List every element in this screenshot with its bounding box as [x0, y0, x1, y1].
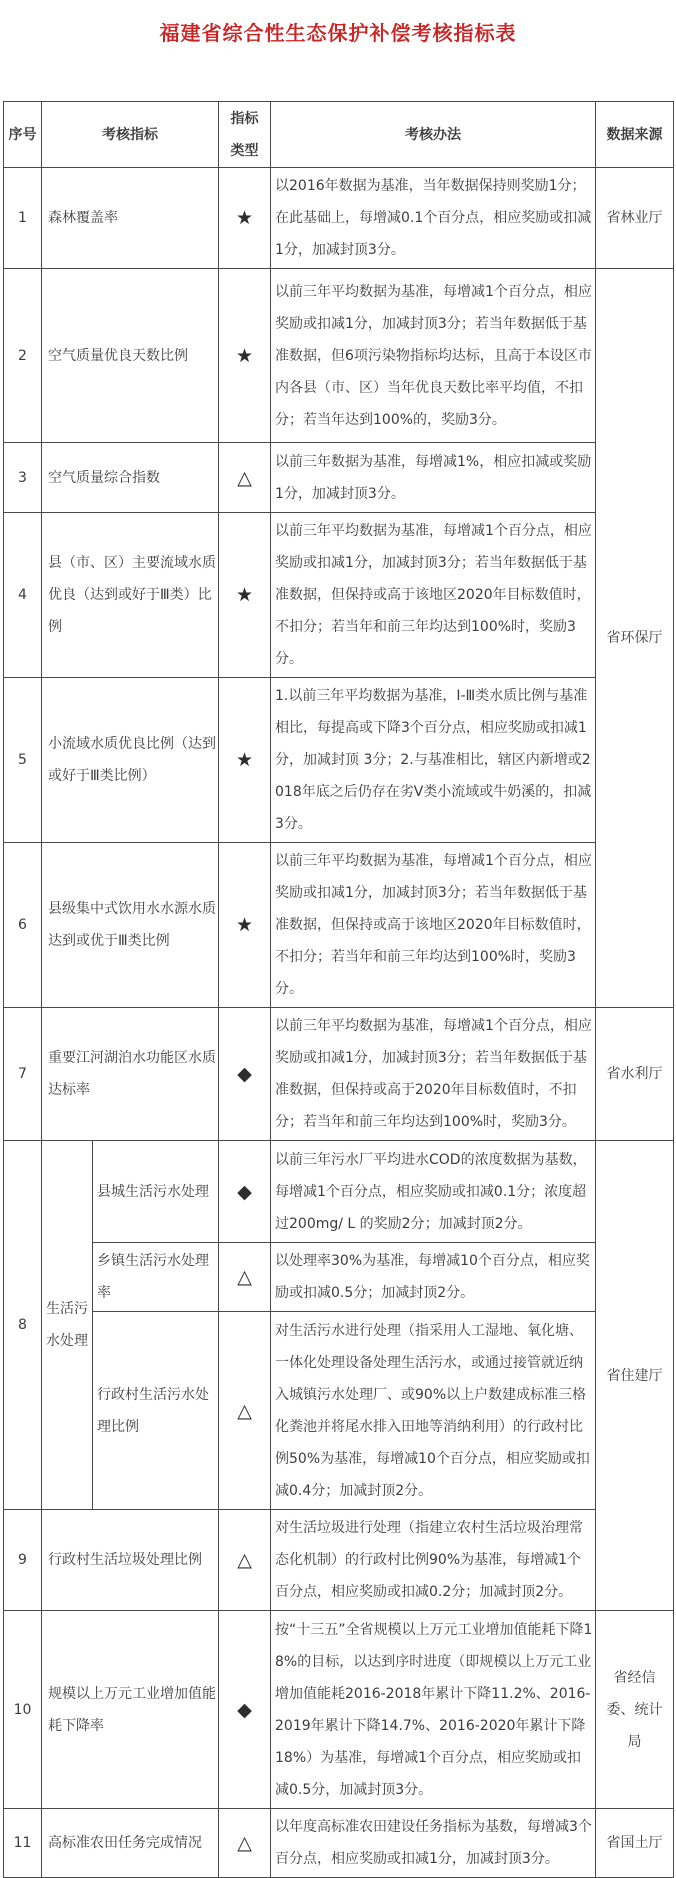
type-cell — [219, 1243, 271, 1312]
diamond-icon: ◆ — [237, 1698, 252, 1721]
table-row — [4, 1611, 674, 1809]
table-row — [4, 1243, 674, 1312]
type-cell — [219, 1809, 271, 1878]
method-cell: 以前三年平均数据为基准，每增减1个百分点，相应奖励或扣减1分，加减封顶3分；若当年数据低于基准数据，但保持或高于该地区2020年目标数值时，不扣分；若当年和前三年均达到100%时，奖励3分。 — [271, 843, 596, 1008]
row-index: 2 — [4, 269, 42, 443]
table-row — [4, 1510, 674, 1611]
table-row — [4, 1008, 674, 1141]
row-index: 5 — [4, 678, 42, 843]
triangle-icon: △ — [237, 1399, 252, 1422]
type-cell — [219, 1141, 271, 1243]
indicator-group-cell: 生活污水处理 — [42, 1141, 93, 1510]
indicator-cell: 行政村生活垃圾处理比例 — [42, 1510, 219, 1611]
header-type-label: 指标类型 — [230, 110, 259, 159]
table-row — [4, 843, 674, 1008]
triangle-icon: △ — [237, 466, 252, 489]
method-cell: 对生活污水进行处理（指采用人工湿地、氧化塘、一体化处理设备处理生活污水，或通过接管就近纳入城镇污水处理厂、或90%以上户数建成标准三格化粪池并将尾水排入田地等消纳利用）的行政村比例50%为基准，每增减10个百分点，相应奖励或扣减0.4分；加减封顶2分。 — [271, 1312, 596, 1510]
type-cell — [219, 678, 271, 843]
row-index: 3 — [4, 443, 42, 513]
sub-indicator-cell: 县城生活污水处理 — [93, 1141, 219, 1243]
star-icon: ★ — [235, 914, 254, 936]
method-cell: 1.以前三年平均数据为基准，I-Ⅲ类水质比例与基准相比，每提高或下降3个百分点，相应奖励或扣减1分，加减封顶 3分；2.与基准相比，辖区内新增或2018年底之后仍存在劣V类小流域或牛奶溪的，扣减3分。 — [271, 678, 596, 843]
star-icon: ★ — [235, 344, 254, 367]
row-index: 4 — [4, 513, 42, 678]
source-cell: 省水利厅 — [596, 1008, 674, 1141]
star-icon: ★ — [235, 207, 254, 229]
sub-indicator-cell: 行政村生活污水处理比例 — [93, 1312, 219, 1510]
method-cell: 以处理率30%为基准，每增减10个百分点，相应奖励或扣减0.5分；加减封顶2分。 — [271, 1243, 596, 1312]
indicator-cell: 森林覆盖率 — [42, 168, 219, 269]
type-cell — [219, 1510, 271, 1611]
method-cell: 以前三年平均数据为基准，每增减1个百分点，相应奖励或扣减1分，加减封顶3分；若当年数据低于基准数据，但保持或高于2020年目标数值时，不扣分；若当年和前三年均达到100%时，奖励3分。 — [271, 1008, 596, 1141]
header-indicator: 考核指标 — [42, 102, 219, 168]
triangle-icon: △ — [237, 1266, 252, 1288]
star-icon: ★ — [235, 584, 254, 606]
page-title — [0, 20, 676, 101]
type-cell — [219, 269, 271, 443]
type-cell — [219, 513, 271, 678]
method-cell: 以前三年平均数据为基准，每增减1个百分点，相应奖励或扣减1分，加减封顶3分；若当年数据低于基准数据，但6项污染物指标均达标，且高于本设区市内各县（市、区）当年优良天数比率平均值，不扣分；若当年达到100%的，奖励3分。 — [271, 269, 596, 443]
header-row — [4, 102, 674, 168]
table-row — [4, 1809, 674, 1878]
method-cell: 对生活垃圾进行处理（指建立农村生活垃圾治理常态化机制）的行政村比例90%为基准，每增减1个百分点，相应奖励或扣减0.2分；加减封顶2分。 — [271, 1510, 596, 1611]
row-index: 9 — [4, 1510, 42, 1611]
sub-indicator-cell: 乡镇生活污水处理率 — [93, 1243, 219, 1312]
table-row — [4, 269, 674, 443]
source-cell: 省环保厅 — [596, 269, 674, 1008]
header-index: 序号 — [4, 102, 42, 168]
assessment-indicator-table — [3, 101, 674, 1878]
table-row — [4, 168, 674, 269]
type-cell — [219, 168, 271, 269]
type-cell — [219, 1611, 271, 1809]
table-row — [4, 1312, 674, 1510]
source-cell: 省住建厅 — [596, 1141, 674, 1611]
table-row — [4, 443, 674, 513]
method-cell: 按“十三五”全省规模以上万元工业增加值能耗下降18%的目标，以达到序时进度（即规模以上万元工业增加值能耗2016-2018年累计下降11.2%、2016-2019年累计下降14.7%、2016-2020年累计下降18%）为基准，每增减1个百分点，相应奖励或扣减0.5分，加减封顶3分。 — [271, 1611, 596, 1809]
row-index: 7 — [4, 1008, 42, 1141]
header-method: 考核办法 — [271, 102, 596, 168]
method-cell: 以2016年数据为基准，当年数据保持则奖励1分；在此基础上，每增减0.1个百分点，相应奖励或扣减1分，加减封顶3分。 — [271, 168, 596, 269]
method-cell: 以前三年平均数据为基准，每增减1个百分点，相应奖励或扣减1分，加减封顶3分；若当年数据低于基准数据，但保持或高于该地区2020年目标数值时，不扣分；若当年和前三年均达到100%时，奖励3分。 — [271, 513, 596, 678]
source-cell: 省国土厅 — [596, 1809, 674, 1878]
row-index: 6 — [4, 843, 42, 1008]
triangle-icon: △ — [237, 1549, 252, 1571]
row-index: 8 — [4, 1141, 42, 1510]
indicator-cell: 空气质量综合指数 — [42, 443, 219, 513]
diamond-icon: ◆ — [237, 1180, 252, 1203]
page-title-text: 福建省综合性生态保护补偿考核指标表 — [159, 21, 517, 45]
type-cell — [219, 1312, 271, 1510]
indicator-cell: 高标准农田任务完成情况 — [42, 1809, 219, 1878]
header-type — [219, 102, 271, 168]
star-icon: ★ — [235, 749, 254, 771]
table-row — [4, 678, 674, 843]
table-row — [4, 513, 674, 678]
row-index: 10 — [4, 1611, 42, 1809]
diamond-icon: ◆ — [237, 1063, 252, 1085]
indicator-cell: 重要江河湖泊水功能区水质达标率 — [42, 1008, 219, 1141]
row-index: 1 — [4, 168, 42, 269]
method-cell: 以前三年污水厂平均进水COD的浓度数据为基数，每增减1个百分点，相应奖励或扣减0.1分；浓度超过200mg/ L 的奖励2分；加减封顶2分。 — [271, 1141, 596, 1243]
indicator-cell: 规模以上万元工业增加值能耗下降率 — [42, 1611, 219, 1809]
type-cell — [219, 443, 271, 513]
triangle-icon: △ — [237, 1832, 252, 1854]
source-cell: 省经信委、统计局 — [596, 1611, 674, 1809]
indicator-cell: 县（市、区）主要流域水质优良（达到或好于Ⅲ类）比例 — [42, 513, 219, 678]
method-cell: 以年度高标准农田建设任务指标为基数，每增减3个百分点，相应奖励或扣减1分，加减封顶3分。 — [271, 1809, 596, 1878]
indicator-cell: 小流域水质优良比例（达到或好于Ⅲ类比例） — [42, 678, 219, 843]
table-row — [4, 1141, 674, 1243]
method-cell: 以前三年数据为基准，每增减1%，相应扣减或奖励1分，加减封顶3分。 — [271, 443, 596, 513]
indicator-cell: 空气质量优良天数比例 — [42, 269, 219, 443]
row-index: 11 — [4, 1809, 42, 1878]
type-cell — [219, 843, 271, 1008]
source-cell: 省林业厅 — [596, 168, 674, 269]
header-source: 数据来源 — [596, 102, 674, 168]
indicator-cell: 县级集中式饮用水水源水质达到或优于Ⅲ类比例 — [42, 843, 219, 1008]
type-cell — [219, 1008, 271, 1141]
